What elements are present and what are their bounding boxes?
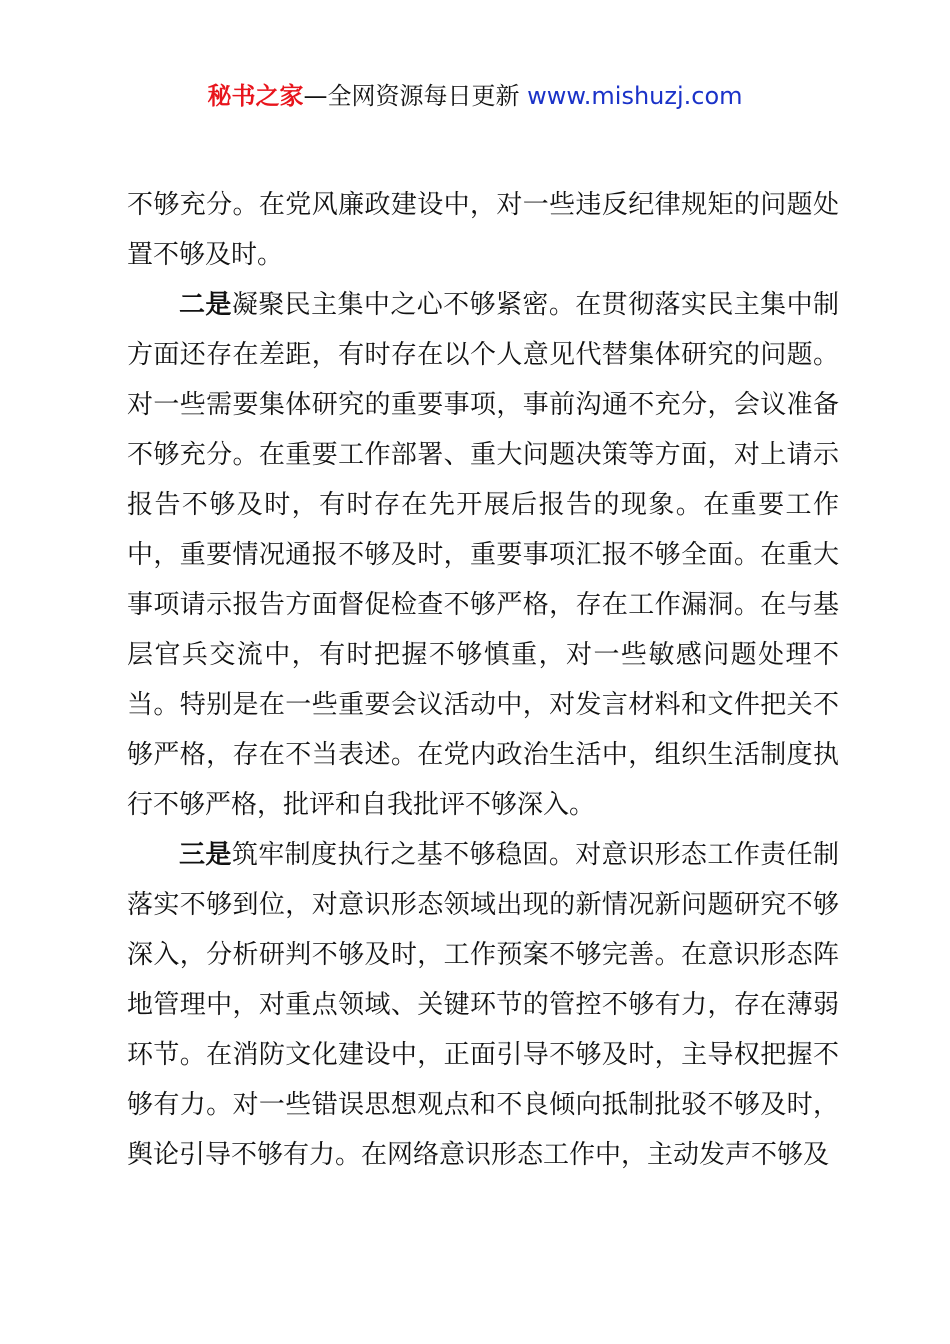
document-body [127,180,839,1180]
header-brand: 秘书之家 [207,82,304,110]
paragraph-3-text: 筑牢制度执行之基不够稳固。对意识形态工作责任制落实不够到位，对意识形态领域出现的新情况新问题研究不够深入，分析研判不够及时，工作预案不够完善。在意识形态阵地管理中，对重点领域、关键环节的管控不够有力，存在薄弱环节。在消防文化建设中，正面引导不够及时，主导权把握不够有力。对一些错误思想观点和不良倾向抵制批驳不够及时，舆论引导不够有力。在网络意识形态工作中，主动发声不够及 [127,840,839,1170]
paragraph-2 [127,280,839,830]
page-header [0,78,950,114]
header-url[interactable]: www.mishuzj.com [527,82,743,110]
paragraph-2-lead: 二是 [179,290,232,320]
paragraph-1-text: 不够充分。在党风廉政建设中，对一些违反纪律规矩的问题处置不够及时。 [127,190,839,270]
header-tagline: —全网资源每日更新 [303,82,520,110]
paragraph-3-lead: 三是 [179,840,232,870]
paragraph-3 [127,830,839,1180]
paragraph-1 [127,180,839,280]
paragraph-2-text: 凝聚民主集中之心不够紧密。在贯彻落实民主集中制方面还存在差距，有时存在以个人意见代替集体研究的问题。对一些需要集体研究的重要事项，事前沟通不充分，会议准备不够充分。在重要工作部署、重大问题决策等方面，对上请示报告不够及时，有时存在先开展后报告的现象。在重要工作中，重要情况通报不够及时，重要事项汇报不够全面。在重大事项请示报告方面督促检查不够严格，存在工作漏洞。在与基层官兵交流中，有时把握不够慎重，对一些敏感问题处理不当。特别是在一些重要会议活动中，对发言材料和文件把关不够严格，存在不当表述。在党内政治生活中，组织生活制度执行不够严格，批评和自我批评不够深入。 [127,290,839,820]
